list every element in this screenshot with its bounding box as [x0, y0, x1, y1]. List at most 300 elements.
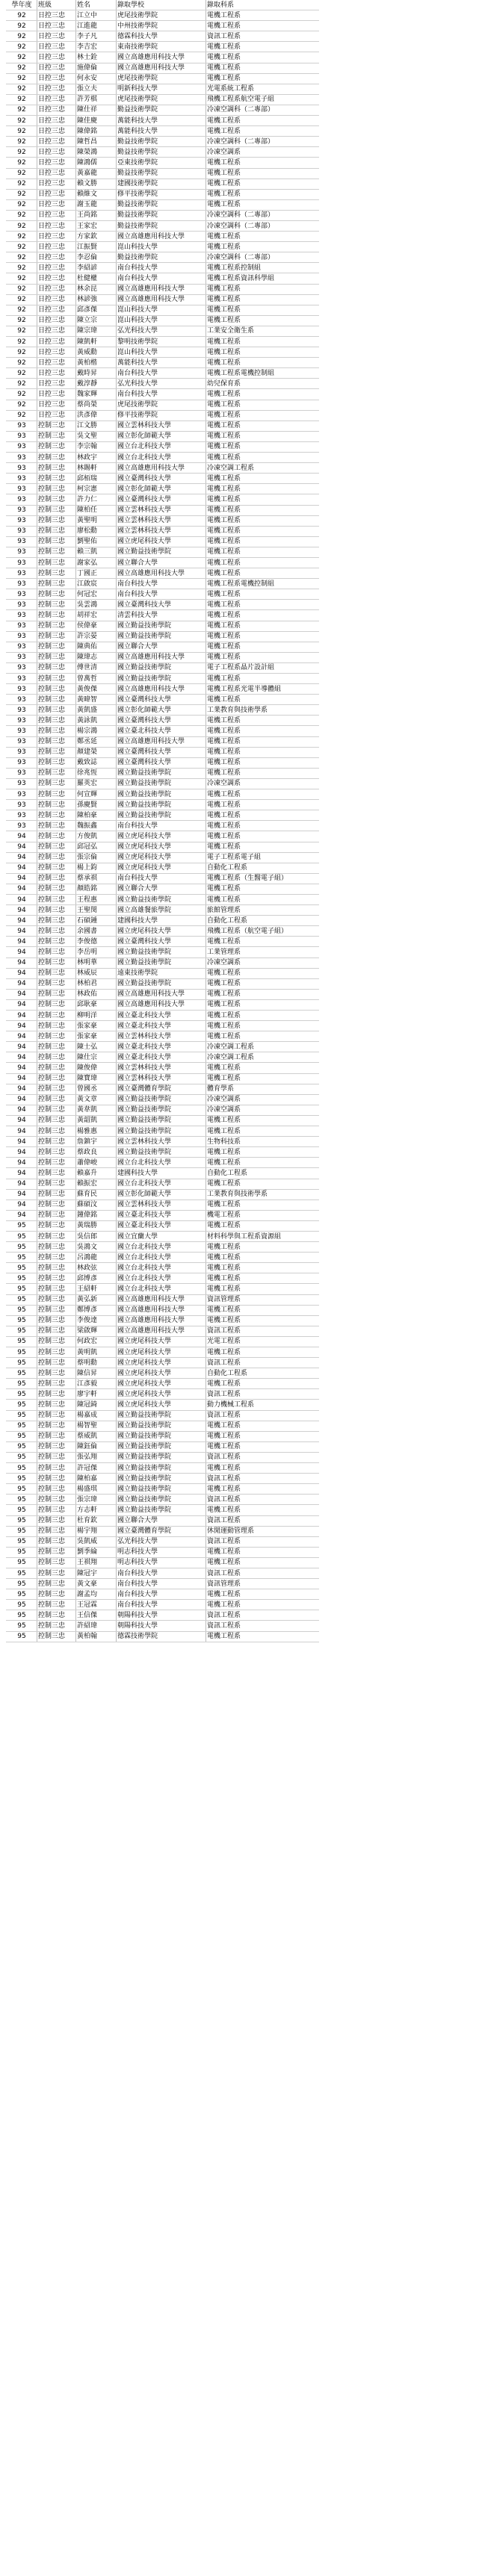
cell-school: 國立臺北科技大學 [117, 1220, 206, 1231]
cell-class: 控制三忠 [37, 474, 76, 484]
cell-department: 電機工程系 [206, 1315, 320, 1326]
cell-name: 陳瑋志 [76, 652, 117, 662]
cell-year: 95 [6, 1410, 37, 1421]
cell-name: 張立夫 [76, 84, 117, 94]
cell-school: 國立勤益技術學院 [117, 978, 206, 989]
cell-school: 勤益技術學院 [117, 199, 206, 210]
cell-year: 94 [6, 1094, 37, 1105]
cell-school: 國立臺灣科技大學 [117, 600, 206, 610]
cell-department: 電機工程系 [206, 642, 320, 652]
cell-name: 傅世清 [76, 662, 117, 673]
cell-school: 國立勤益技術學院 [117, 1105, 206, 1115]
cell-class: 控制三忠 [37, 1073, 76, 1084]
cell-class: 控制三忠 [37, 789, 76, 800]
table-row [6, 1589, 319, 1600]
cell-school: 國立雲林科技大學 [117, 505, 206, 515]
cell-class: 控制三忠 [37, 536, 76, 547]
cell-year: 94 [6, 1179, 37, 1189]
cell-school: 朝陽科技大學 [117, 1610, 206, 1621]
cell-department: 資訊工程系 [206, 1610, 320, 1621]
cell-department: 電機工程系 [206, 968, 320, 978]
cell-class: 控制三忠 [37, 916, 76, 926]
table-body [6, 10, 319, 1642]
cell-year: 92 [6, 326, 37, 336]
table-row [6, 863, 319, 873]
cell-department: 電機工程系 [206, 937, 320, 947]
cell-school: 國立虎尾科技大學 [117, 1336, 206, 1347]
cell-name: 邱冠弘 [76, 842, 117, 852]
cell-class: 控制三忠 [37, 1526, 76, 1536]
cell-class: 控制三忠 [37, 631, 76, 642]
cell-class: 日控三忠 [37, 52, 76, 63]
cell-department: 飛機工程系（航空電子組） [206, 926, 320, 937]
table-row [6, 242, 319, 252]
cell-name: 黃威勳 [76, 347, 117, 358]
table-row [6, 894, 319, 904]
cell-name: 李岳明 [76, 947, 117, 958]
cell-department: 電機工程系 [206, 1631, 320, 1642]
table-row [6, 926, 319, 937]
cell-class: 控制三忠 [37, 1610, 76, 1621]
cell-school: 國立虎尾科技大學 [117, 1379, 206, 1389]
cell-school: 國立勤益技術學院 [117, 947, 206, 958]
cell-year: 95 [6, 1379, 37, 1389]
table-row [6, 1305, 319, 1315]
cell-school: 國立臺北科技大學 [117, 1042, 206, 1052]
cell-year: 92 [6, 263, 37, 273]
cell-department: 自動化工程系 [206, 916, 320, 926]
cell-year: 93 [6, 662, 37, 673]
cell-name: 侯偉豪 [76, 621, 117, 631]
cell-class: 控制三忠 [37, 842, 76, 852]
cell-school: 國立高雄餐旅學院 [117, 905, 206, 916]
cell-department: 電機工程系 [206, 52, 320, 63]
cell-class: 日控三忠 [37, 252, 76, 263]
cell-school: 國立勤益技術學院 [117, 778, 206, 789]
cell-name: 許力仁 [76, 494, 117, 505]
cell-school: 國立臺灣科技大學 [117, 716, 206, 726]
table-row [6, 31, 319, 42]
cell-name: 李紹諺 [76, 263, 117, 273]
cell-year: 94 [6, 978, 37, 989]
cell-year: 95 [6, 1441, 37, 1452]
cell-department: 電機工程系 [206, 1220, 320, 1231]
table-row [6, 137, 319, 147]
cell-class: 控制三忠 [37, 695, 76, 705]
cell-school: 國立臺灣科技大學 [117, 757, 206, 768]
cell-name: 邱博彥 [76, 1273, 117, 1284]
table-row [6, 989, 319, 999]
table-row [6, 652, 319, 662]
table-row [6, 999, 319, 1010]
cell-class: 控制三忠 [37, 873, 76, 884]
cell-school: 國立勤益技術學院 [117, 1505, 206, 1515]
cell-year: 94 [6, 863, 37, 873]
cell-class: 控制三忠 [37, 652, 76, 662]
cell-year: 95 [6, 1347, 37, 1358]
cell-year: 94 [6, 852, 37, 863]
cell-department: 資訊工程系 [206, 1536, 320, 1547]
cell-school: 國立台北科技大學 [117, 1263, 206, 1273]
cell-school: 弘光科技大學 [117, 1536, 206, 1547]
cell-name: 吳信郎 [76, 1231, 117, 1241]
cell-name: 丁國正 [76, 568, 117, 579]
cell-school: 國立勤益技術學院 [117, 789, 206, 800]
table-row [6, 368, 319, 379]
cell-department: 電機工程系 [206, 1463, 320, 1474]
cell-year: 94 [6, 916, 37, 926]
cell-year: 93 [6, 821, 37, 831]
cell-school: 南台科技大學 [117, 368, 206, 379]
cell-name: 曾國丞 [76, 1084, 117, 1094]
cell-year: 95 [6, 1305, 37, 1315]
cell-name: 蔡政良 [76, 1147, 117, 1158]
cell-school: 國立臺北科技大學 [117, 726, 206, 736]
cell-class: 日控三忠 [37, 63, 76, 73]
cell-school: 國立虎尾科技大學 [117, 1389, 206, 1400]
cell-year: 92 [6, 273, 37, 284]
cell-name: 蘇碩汶 [76, 1199, 117, 1210]
table-row [6, 1168, 319, 1179]
cell-school: 國立高雄應用科技大學 [117, 989, 206, 999]
cell-class: 控制三忠 [37, 852, 76, 863]
table-row [6, 147, 319, 158]
header-school: 錄取學校 [117, 0, 206, 10]
cell-class: 控制三忠 [37, 1379, 76, 1389]
cell-name: 賴文勝 [76, 179, 117, 189]
cell-class: 控制三忠 [37, 1294, 76, 1305]
table-row [6, 579, 319, 589]
cell-name: 杜育欽 [76, 1515, 117, 1526]
cell-year: 92 [6, 210, 37, 220]
cell-name: 黃弘新 [76, 1294, 117, 1305]
cell-class: 控制三忠 [37, 1474, 76, 1484]
cell-department: 電機工程系 [206, 894, 320, 904]
cell-school: 國立臺北科技大學 [117, 1210, 206, 1220]
cell-class: 控制三忠 [37, 1305, 76, 1315]
cell-year: 95 [6, 1610, 37, 1621]
table-row [6, 1179, 319, 1189]
cell-department: 電機工程系 [206, 989, 320, 999]
cell-name: 許宗晏 [76, 631, 117, 642]
cell-year: 92 [6, 116, 37, 126]
cell-school: 建國科技大學 [117, 1168, 206, 1179]
table-row [6, 84, 319, 94]
cell-department: 資訊工程系 [206, 1452, 320, 1462]
table-row [6, 1220, 319, 1231]
table-row [6, 716, 319, 726]
cell-class: 控制三忠 [37, 1147, 76, 1158]
cell-name: 王紹軒 [76, 1284, 117, 1294]
cell-name: 林士銓 [76, 52, 117, 63]
table-row [6, 884, 319, 894]
cell-class: 控制三忠 [37, 579, 76, 589]
cell-name: 魏家輝 [76, 389, 117, 400]
table-row [6, 968, 319, 978]
cell-name: 廖宇軒 [76, 1389, 117, 1400]
cell-class: 控制三忠 [37, 1063, 76, 1073]
cell-department: 電機工程系 [206, 1073, 320, 1084]
cell-year: 95 [6, 1631, 37, 1642]
table-row [6, 1463, 319, 1474]
cell-year: 95 [6, 1231, 37, 1241]
cell-school: 國立高雄應用科技大學 [117, 652, 206, 662]
table-row [6, 1610, 319, 1621]
cell-class: 控制三忠 [37, 568, 76, 579]
cell-year: 94 [6, 1084, 37, 1094]
table-row [6, 210, 319, 220]
cell-school: 國立雲林科技大學 [117, 1063, 206, 1073]
cell-department: 電機工程系 [206, 1557, 320, 1568]
cell-name: 吳凱威 [76, 1536, 117, 1547]
cell-school: 南台科技大學 [117, 1579, 206, 1589]
cell-department: 電機工程系 [206, 1505, 320, 1515]
cell-year: 95 [6, 1536, 37, 1547]
cell-school: 國立高雄應用科技大學 [117, 294, 206, 305]
cell-class: 控制三忠 [37, 999, 76, 1010]
table-row [6, 1336, 319, 1347]
cell-class: 日控三忠 [37, 31, 76, 42]
cell-name: 楊雅惠 [76, 1126, 117, 1137]
cell-school: 國立虎尾科技大學 [117, 1400, 206, 1410]
cell-name: 柳明洋 [76, 1011, 117, 1021]
cell-class: 控制三忠 [37, 1220, 76, 1231]
cell-name: 方家欽 [76, 232, 117, 242]
cell-year: 93 [6, 474, 37, 484]
cell-school: 國立台北科技大學 [117, 1179, 206, 1189]
cell-year: 93 [6, 716, 37, 726]
cell-year: 94 [6, 1189, 37, 1199]
cell-year: 94 [6, 1199, 37, 1210]
cell-name: 徐兆恆 [76, 768, 117, 778]
cell-name: 方志軒 [76, 1505, 117, 1515]
cell-school: 國立台北科技大學 [117, 1273, 206, 1284]
cell-department: 電機工程系電機控制組 [206, 368, 320, 379]
cell-department: 資訊工程系 [206, 1474, 320, 1484]
cell-school: 南台科技大學 [117, 579, 206, 589]
cell-year: 95 [6, 1515, 37, 1526]
cell-class: 控制三忠 [37, 420, 76, 431]
cell-name: 黃聖明 [76, 515, 117, 526]
table-row [6, 1084, 319, 1094]
cell-department: 電機工程系 [206, 747, 320, 757]
cell-department: 電機工程系 [206, 716, 320, 726]
cell-name: 林余昆 [76, 284, 117, 294]
table-row [6, 389, 319, 400]
cell-department: 工業管理系 [206, 947, 320, 958]
cell-department: 資訊工程系 [206, 1410, 320, 1421]
cell-department: 電機工程系電機控制組 [206, 579, 320, 589]
cell-class: 日控三忠 [37, 284, 76, 294]
cell-department: 電機工程系 [206, 1158, 320, 1168]
cell-school: 清雲科技大學 [117, 610, 206, 621]
cell-class: 控制三忠 [37, 863, 76, 873]
cell-year: 95 [6, 1336, 37, 1347]
cell-class: 控制三忠 [37, 1358, 76, 1368]
cell-year: 92 [6, 368, 37, 379]
table-row [6, 800, 319, 810]
cell-department: 電機工程系 [206, 420, 320, 431]
cell-class: 控制三忠 [37, 905, 76, 916]
cell-year: 93 [6, 705, 37, 716]
cell-name: 林政弦 [76, 1263, 117, 1273]
cell-department: 電子工程系電子組 [206, 852, 320, 863]
cell-year: 93 [6, 674, 37, 684]
cell-class: 控制三忠 [37, 1231, 76, 1241]
cell-school: 國立勤益技術學院 [117, 1463, 206, 1474]
cell-year: 92 [6, 252, 37, 263]
cell-school: 崑山科技大學 [117, 242, 206, 252]
cell-school: 國立虎尾科技大學 [117, 831, 206, 842]
cell-name: 張宗倫 [76, 852, 117, 863]
cell-name: 陳柏任 [76, 505, 117, 515]
cell-department: 電機工程系 [206, 73, 320, 84]
cell-school: 南台科技大學 [117, 263, 206, 273]
cell-name: 陳佳慶 [76, 116, 117, 126]
cell-year: 93 [6, 420, 37, 431]
cell-year: 93 [6, 736, 37, 747]
table-row [6, 315, 319, 326]
cell-school: 國立勤益技術學院 [117, 1452, 206, 1462]
cell-name: 劉季綸 [76, 1547, 117, 1557]
cell-class: 控制三忠 [37, 642, 76, 652]
cell-year: 94 [6, 947, 37, 958]
cell-year: 95 [6, 1557, 37, 1568]
cell-department: 電機工程系 [206, 305, 320, 315]
cell-department: 電機工程系 [206, 1379, 320, 1389]
cell-class: 日控三忠 [37, 94, 76, 105]
cell-department: 電機工程系 [206, 600, 320, 610]
cell-name: 蘇育民 [76, 1189, 117, 1199]
cell-school: 國立雲林科技大學 [117, 1031, 206, 1042]
table-row [6, 1263, 319, 1273]
cell-name: 李俊德 [76, 937, 117, 947]
cell-year: 93 [6, 610, 37, 621]
cell-year: 94 [6, 831, 37, 842]
cell-name: 洪彥偉 [76, 410, 117, 420]
cell-class: 控制三忠 [37, 547, 76, 557]
cell-class: 控制三忠 [37, 1368, 76, 1379]
cell-name: 林政佑 [76, 989, 117, 999]
cell-class: 控制三忠 [37, 1336, 76, 1347]
cell-class: 控制三忠 [37, 505, 76, 515]
cell-class: 控制三忠 [37, 757, 76, 768]
cell-name: 林明華 [76, 958, 117, 968]
cell-name: 蔡明勳 [76, 1358, 117, 1368]
cell-school: 國立高雄應用科技大學 [117, 463, 206, 474]
cell-name: 王信傑 [76, 1610, 117, 1621]
header-name: 姓名 [76, 0, 117, 10]
cell-department: 電機工程系 [206, 831, 320, 842]
cell-school: 中州技術學院 [117, 21, 206, 31]
cell-year: 94 [6, 1126, 37, 1137]
cell-year: 94 [6, 1021, 37, 1031]
cell-name: 戴致誌 [76, 757, 117, 768]
admissions-table [6, 0, 319, 1642]
cell-year: 95 [6, 1389, 37, 1400]
cell-department: 機電工程系 [206, 1210, 320, 1220]
table-row [6, 1600, 319, 1610]
cell-name: 陳仕宗 [76, 1052, 117, 1063]
table-row [6, 1158, 319, 1168]
cell-name: 李忍倫 [76, 252, 117, 263]
cell-year: 95 [6, 1589, 37, 1600]
table-row [6, 337, 319, 347]
cell-school: 國立勤益技術學院 [117, 1441, 206, 1452]
cell-school: 國立勤益技術學院 [117, 547, 206, 557]
cell-class: 控制三忠 [37, 821, 76, 831]
table-row [6, 747, 319, 757]
cell-class: 日控三忠 [37, 368, 76, 379]
cell-school: 德霖技術學院 [117, 1631, 206, 1642]
cell-class: 控制三忠 [37, 621, 76, 631]
cell-class: 控制三忠 [37, 600, 76, 610]
cell-department: 電機工程系 [206, 589, 320, 600]
cell-year: 92 [6, 220, 37, 231]
cell-name: 鄭博彥 [76, 1305, 117, 1315]
cell-name: 黃柏翰 [76, 1631, 117, 1642]
cell-name: 陳宗瑋 [76, 326, 117, 336]
cell-year: 93 [6, 463, 37, 474]
cell-class: 控制三忠 [37, 1031, 76, 1042]
table-row [6, 1052, 319, 1063]
cell-name: 楊宗鴻 [76, 726, 117, 736]
cell-class: 控制三忠 [37, 894, 76, 904]
cell-department: 資訊管理系 [206, 1294, 320, 1305]
cell-class: 日控三忠 [37, 263, 76, 273]
cell-name: 何政宏 [76, 1336, 117, 1347]
cell-class: 日控三忠 [37, 116, 76, 126]
table-row [6, 831, 319, 842]
cell-name: 何永安 [76, 73, 117, 84]
table-row [6, 1421, 319, 1431]
cell-name: 李宗翰 [76, 441, 117, 452]
table-row [6, 105, 319, 115]
table-row [6, 600, 319, 610]
cell-department: 電機工程系資訊科學組 [206, 273, 320, 284]
cell-department: 電機工程系 [206, 199, 320, 210]
cell-year: 94 [6, 1158, 37, 1168]
cell-school: 國立高雄應用科技大學 [117, 684, 206, 695]
table-row [6, 441, 319, 452]
table-row [6, 1557, 319, 1568]
cell-name: 石碩鍾 [76, 916, 117, 926]
table-row [6, 768, 319, 778]
cell-name: 黃韋凱 [76, 1105, 117, 1115]
table-row [6, 94, 319, 105]
cell-department: 電機工程系 [206, 1547, 320, 1557]
cell-department: 資訊工程系 [206, 1358, 320, 1368]
cell-class: 控制三忠 [37, 1579, 76, 1589]
cell-school: 國立台北科技大學 [117, 1253, 206, 1263]
table-row [6, 199, 319, 210]
cell-year: 95 [6, 1358, 37, 1368]
cell-year: 95 [6, 1452, 37, 1462]
cell-class: 控制三忠 [37, 1210, 76, 1220]
cell-school: 國立高雄應用科技大學 [117, 232, 206, 242]
table-row [6, 1315, 319, 1326]
table-header-row [6, 0, 319, 10]
cell-class: 日控三忠 [37, 199, 76, 210]
table-row [6, 294, 319, 305]
cell-school: 國立台北科技大學 [117, 1242, 206, 1253]
cell-class: 控制三忠 [37, 453, 76, 463]
cell-name: 陳冠錡 [76, 1400, 117, 1410]
cell-year: 93 [6, 536, 37, 547]
cell-class: 日控三忠 [37, 84, 76, 94]
cell-year: 92 [6, 147, 37, 158]
cell-year: 92 [6, 73, 37, 84]
